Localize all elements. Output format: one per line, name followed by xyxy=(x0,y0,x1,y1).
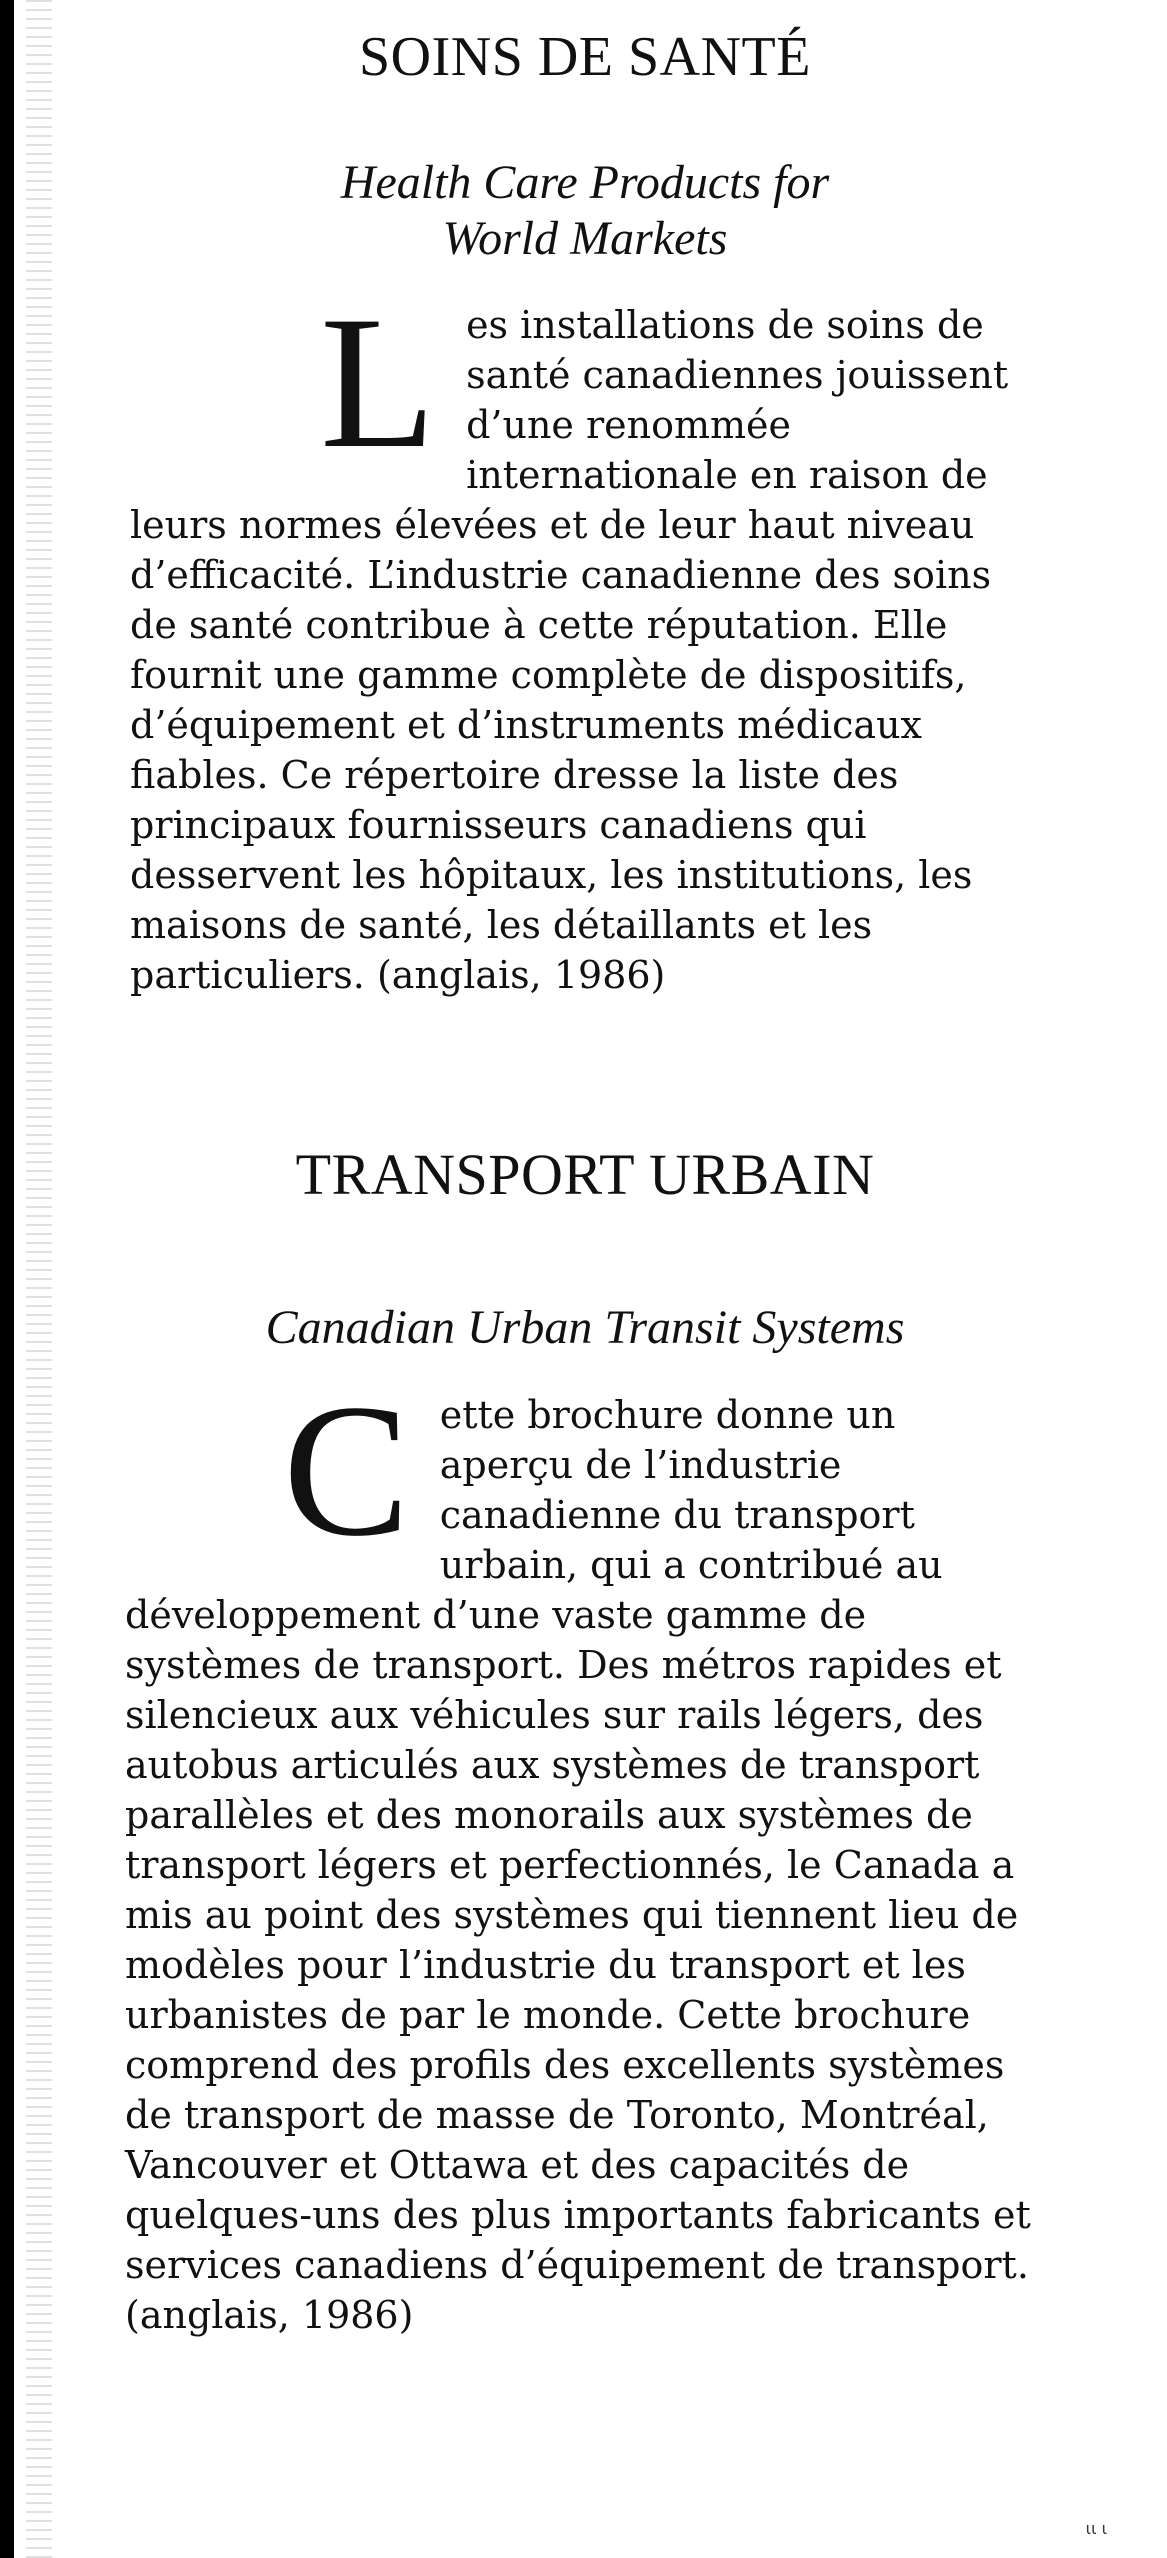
section-subtitle xyxy=(125,155,1045,267)
subtitle-line: Health Care Products for xyxy=(340,156,830,209)
section-title: SOINS DE SANTÉ xyxy=(359,26,811,88)
section-title: TRANSPORT URBAIN xyxy=(295,1142,875,1207)
section-body xyxy=(130,278,1040,1000)
body-text: ette brochure donne un aperçu de l’industrie canadienne du transport urbain, qui a contribué au développement d’une vaste gamme de systèmes de transport. Des métros rapides et silencieux aux véhicules sur rails légers, des autobus articulés aux systèmes de transport parallèles et des monorails aux systèmes de transport légers et perfectionnés, le Canada a mis au point des systèmes qui tiennent lieu de modèles pour l’industrie du transport et les urbanistes de par le monde. Cette brochure comprend des profils des excellents systèmes de transport de masse de Toronto, Montréal, Vancouver et Ottawa et des capacités de quelques-uns des plus importants fabricants et services canadiens d’équipement de transport. (anglais, 1986) xyxy=(125,1393,1031,2337)
subtitle-line: World Markets xyxy=(442,212,728,265)
scan-speck-mark: ιι ι xyxy=(1085,2519,1107,2538)
section-subtitle: Canadian Urban Transit Systems xyxy=(265,1301,905,1354)
drop-cap: L xyxy=(320,278,437,488)
scan-binding-shadow xyxy=(26,0,52,2558)
drop-cap: C xyxy=(283,1366,410,1576)
section-body xyxy=(125,1366,1040,2340)
body-text: es installations de soins de santé canadiennes jouissent d’une renommée internationale en raison de leurs normes élevées et de leur haut niveau d’efficacité. L’industrie canadienne des soins de santé contribue à cette réputation. Elle fournit une gamme complète de dispositifs, d’équipement et d’instruments médicaux fiables. Ce répertoire dresse la liste des principaux fournisseurs canadiens qui desservent les hôpitaux, les institutions, les maisons de santé, les détaillants et les particuliers. (anglais, 1986) xyxy=(130,303,1009,997)
scan-left-border xyxy=(0,0,14,2558)
